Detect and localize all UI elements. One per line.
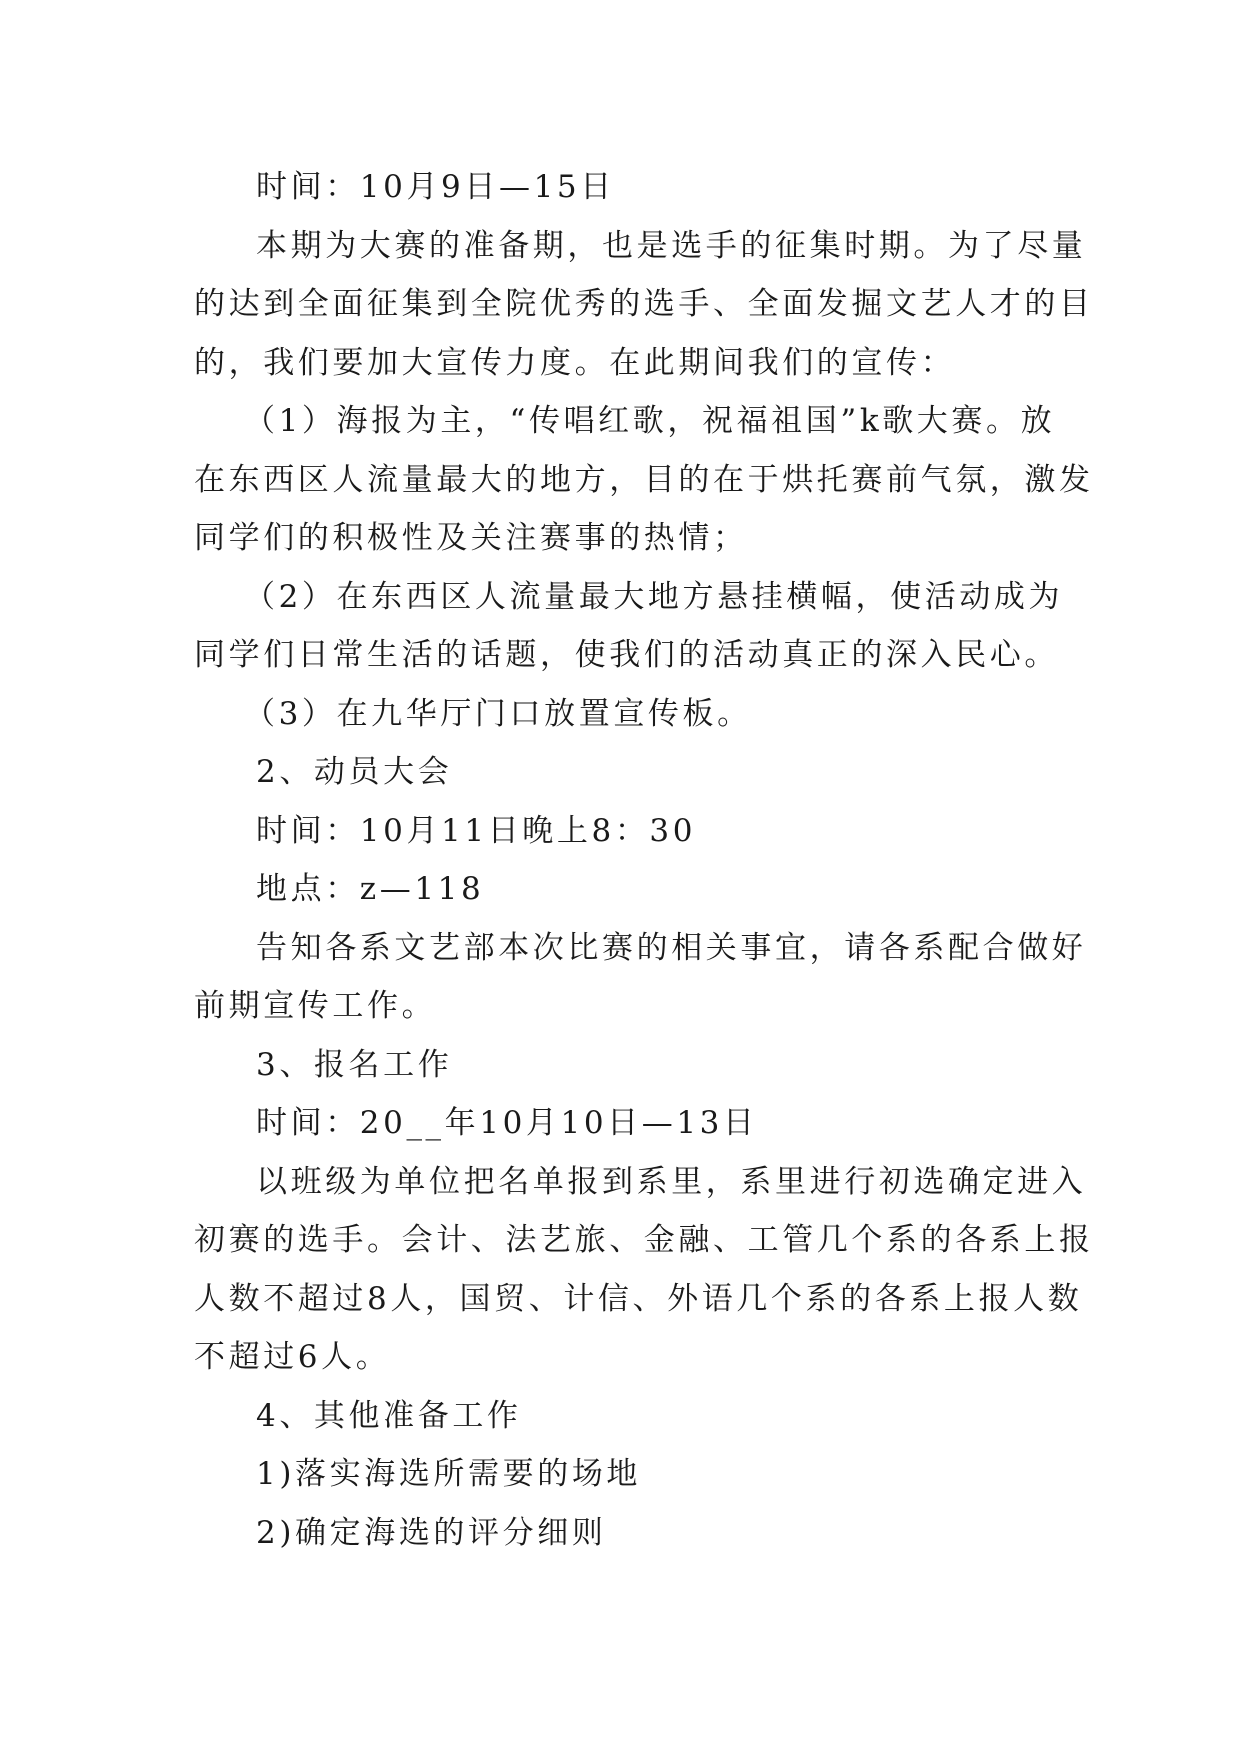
line-1-time: 时间：10月9日—15日 [256,169,615,205]
line-18-paragraph: 以班级为单位把名单报到系里，系里进行初选确定进入 [256,1163,1087,1200]
line-19-paragraph: 初赛的选手。会计、法艺旅、金融、工管几个系的各系上报 [194,1222,1094,1258]
line-21-paragraph: 不超过6人。 [194,1339,391,1375]
line-15-paragraph: 前期宣传工作。 [194,988,437,1024]
list-item-1: 1)落实海选所需要的场地 [256,1456,642,1492]
line-13-location: 地点：z—118 [256,871,485,907]
line-6-item-1: 在东西区人流量最大的地方，目的在于烘托赛前气氛，激发 [194,461,1094,498]
heading-mobilization-meeting: 2、动员大会 [256,754,453,790]
line-5-item-1: （1）海报为主，“传唱红歌，祝福祖国”k歌大赛。放 [244,403,1056,439]
document-body [194,158,1094,1562]
line-17-time: 时间：20__年10月10日—13日 [256,1105,758,1141]
line-2-paragraph: 本期为大赛的准备期，也是选手的征集时期。为了尽量 [256,227,1087,264]
heading-other-preparation: 4、其他准备工作 [256,1397,522,1434]
line-3-paragraph: 的达到全面征集到全院优秀的选手、全面发掘文艺人才的目 [194,286,1094,322]
line-14-paragraph: 告知各系文艺部本次比赛的相关事宜，请各系配合做好 [256,929,1087,966]
line-9-item-2: 同学们日常生活的话题，使我们的活动真正的深入民心。 [194,637,1059,673]
line-8-item-2: （2）在东西区人流量最大地方悬挂横幅，使活动成为 [244,578,1064,615]
line-4-paragraph: 的，我们要加大宣传力度。在此期间我们的宣传： [194,344,956,381]
list-item-2: 2)确定海选的评分细则 [256,1514,607,1551]
line-7-item-1: 同学们的积极性及关注赛事的热情； [194,520,748,556]
line-10-item-3: （3）在九华厅门口放置宣传板。 [244,695,752,732]
line-20-paragraph: 人数不超过8人，国贸、计信、外语几个系的各系上报人数 [194,1280,1083,1317]
heading-registration: 3、报名工作 [256,1046,453,1083]
line-12-time: 时间：10月11日晚上8：30 [256,812,697,849]
